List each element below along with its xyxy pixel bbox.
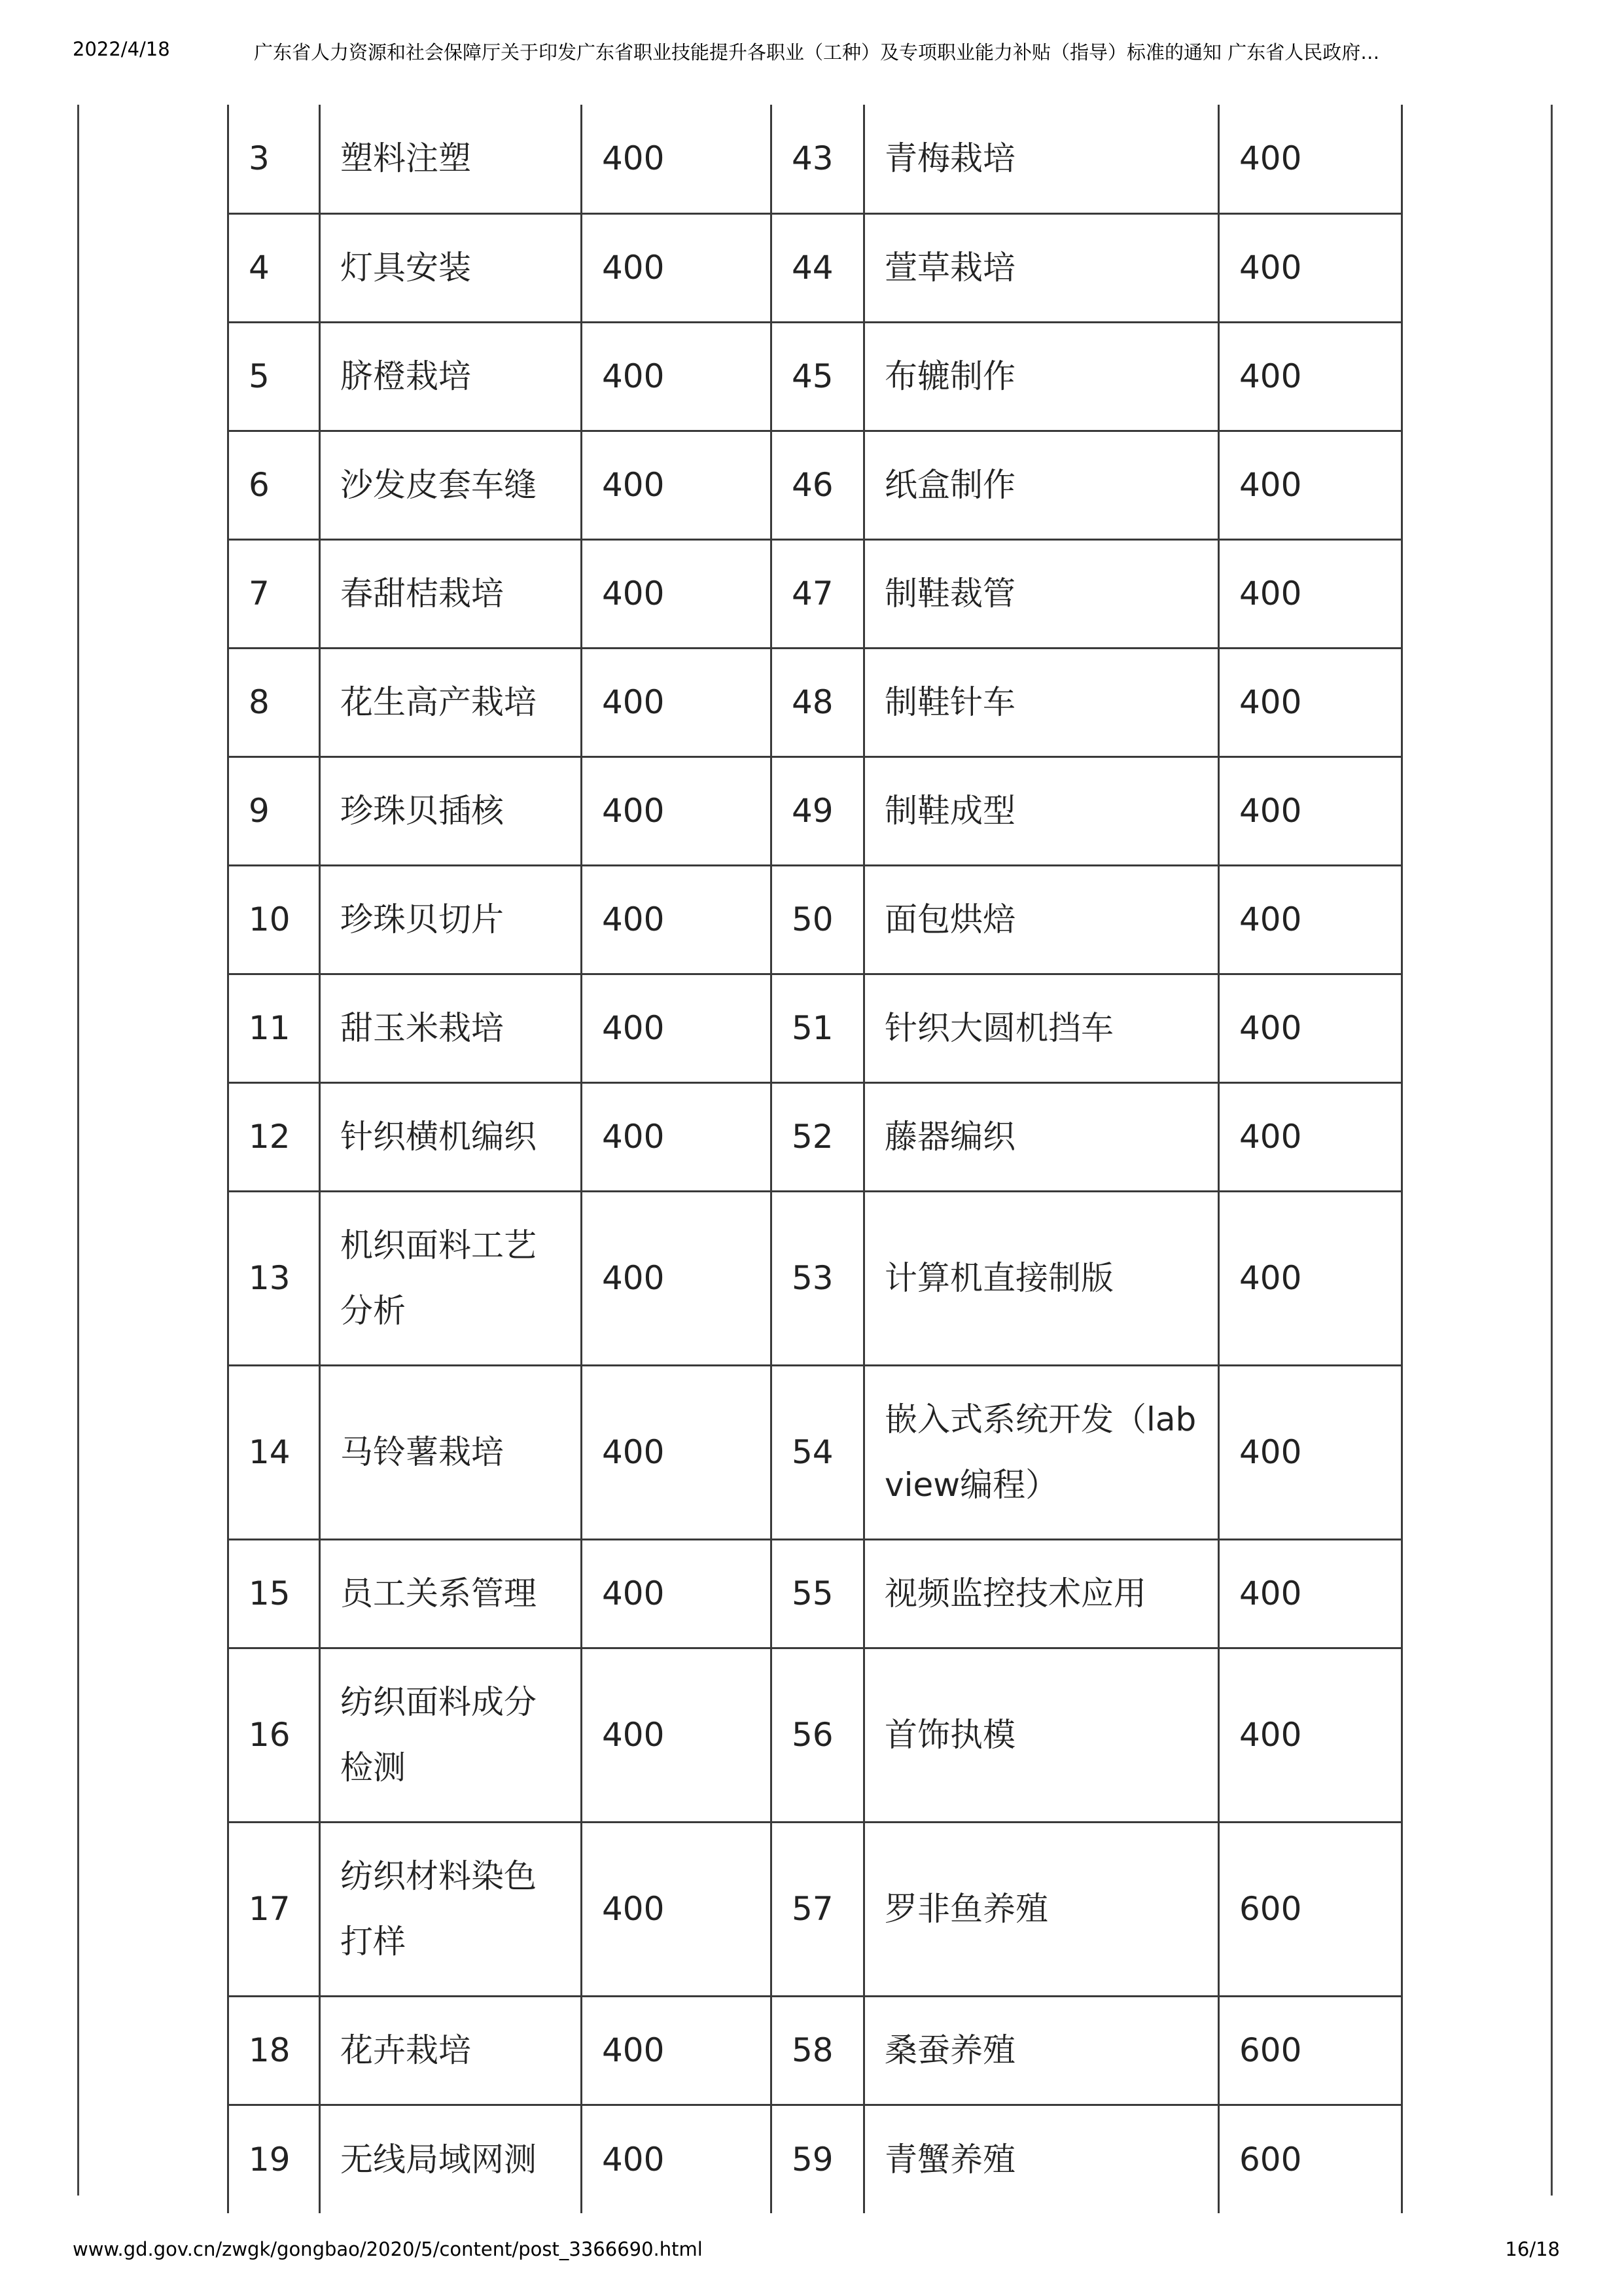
subsidy-table-body [228, 105, 1402, 2213]
right-index-cell: 44 [771, 213, 864, 322]
left-amount-cell: 400 [582, 1539, 771, 1648]
left-index-cell: 12 [228, 1082, 320, 1191]
right-name-cell-line: 计算机直接制版 [885, 1259, 1114, 1297]
left-amount-cell: 400 [582, 1191, 771, 1365]
left-amount-cell: 400 [582, 1822, 771, 1996]
left-index-cell: 16 [228, 1648, 320, 1822]
right-index-cell: 50 [771, 865, 864, 974]
left-name-cell [320, 974, 582, 1082]
right-index-cell: 45 [771, 322, 864, 431]
left-name-cell [320, 105, 582, 213]
left-index-cell: 5 [228, 322, 320, 431]
left-name-cell-line: 分析 [340, 1292, 406, 1330]
right-name-cell [864, 974, 1219, 1082]
left-index-cell: 15 [228, 1539, 320, 1648]
right-name-cell-line: 青梅栽培 [885, 139, 1015, 178]
right-name-cell-line: 视频监控技术应用 [885, 1574, 1146, 1612]
right-amount-cell: 400 [1219, 539, 1402, 648]
left-index-cell: 6 [228, 431, 320, 539]
table-row [228, 1648, 1402, 1822]
right-name-cell-line: 首饰执模 [885, 1716, 1015, 1754]
left-name-cell [320, 2105, 582, 2213]
right-name-cell-line: 桑蚕养殖 [885, 2031, 1015, 2069]
table-row [228, 539, 1402, 648]
left-index-cell: 18 [228, 1996, 320, 2105]
left-name-cell [320, 1082, 582, 1191]
left-index-cell: 10 [228, 865, 320, 974]
left-name-cell [320, 1539, 582, 1648]
right-amount-cell: 600 [1219, 1996, 1402, 2105]
right-name-cell [864, 431, 1219, 539]
left-name-cell-line: 花生高产栽培 [340, 683, 537, 721]
left-name-cell-line: 无线局域网测 [340, 2140, 537, 2179]
right-amount-cell: 400 [1219, 105, 1402, 213]
right-name-cell [864, 539, 1219, 648]
left-index-cell: 13 [228, 1191, 320, 1365]
left-name-cell [320, 1996, 582, 2105]
right-amount-cell: 400 [1219, 1082, 1402, 1191]
table-row [228, 756, 1402, 865]
left-name-cell-line: 马铃薯栽培 [340, 1433, 504, 1471]
left-name-cell-line: 灯具安装 [340, 249, 471, 287]
right-name-cell [864, 1996, 1219, 2105]
right-name-cell-line: 制鞋成型 [885, 792, 1015, 830]
right-index-cell: 43 [771, 105, 864, 213]
left-amount-cell: 400 [582, 865, 771, 974]
right-name-cell [864, 1365, 1219, 1539]
right-name-cell-line: 萱草栽培 [885, 249, 1015, 287]
left-name-cell [320, 322, 582, 431]
right-name-cell [864, 105, 1219, 213]
right-name-cell-line: 布辘制作 [885, 357, 1015, 395]
left-name-cell [320, 1822, 582, 1996]
left-amount-cell: 400 [582, 105, 771, 213]
table-row [228, 974, 1402, 1082]
right-name-cell-line: 嵌入式系统开发（lab [885, 1400, 1197, 1438]
right-amount-cell: 400 [1219, 213, 1402, 322]
left-amount-cell: 400 [582, 213, 771, 322]
table-row [228, 431, 1402, 539]
right-name-cell [864, 1191, 1219, 1365]
left-name-cell [320, 756, 582, 865]
table-row [228, 2105, 1402, 2213]
source-url: www.gd.gov.cn/zwgk/gongbao/2020/5/content/post_3366690.html [73, 2238, 703, 2260]
right-index-cell: 57 [771, 1822, 864, 1996]
right-index-cell: 55 [771, 1539, 864, 1648]
right-amount-cell: 400 [1219, 431, 1402, 539]
left-name-cell-line: 春甜桔栽培 [340, 575, 504, 613]
table-row [228, 1822, 1402, 1996]
left-amount-cell: 400 [582, 974, 771, 1082]
right-name-cell [864, 865, 1219, 974]
right-index-cell: 54 [771, 1365, 864, 1539]
table-row [228, 1082, 1402, 1191]
left-name-cell [320, 1648, 582, 1822]
table-row [228, 213, 1402, 322]
left-amount-cell: 400 [582, 1648, 771, 1822]
left-name-cell-line: 纺织面料成分 [340, 1683, 537, 1721]
left-name-cell [320, 1191, 582, 1365]
table-row [228, 1365, 1402, 1539]
left-amount-cell: 400 [582, 431, 771, 539]
right-index-cell: 49 [771, 756, 864, 865]
left-amount-cell: 400 [582, 1082, 771, 1191]
left-name-cell-line: 针织横机编织 [340, 1118, 537, 1156]
left-name-cell-line: 珍珠贝切片 [340, 900, 504, 938]
left-name-cell-line: 沙发皮套车缝 [340, 466, 537, 504]
right-index-cell: 52 [771, 1082, 864, 1191]
left-index-cell: 8 [228, 648, 320, 756]
left-index-cell: 19 [228, 2105, 320, 2213]
right-name-cell [864, 1539, 1219, 1648]
left-name-cell-line: 机织面料工艺 [340, 1226, 537, 1264]
right-index-cell: 51 [771, 974, 864, 1082]
table-row [228, 648, 1402, 756]
table-row [228, 865, 1402, 974]
right-name-cell-line: 面包烘焙 [885, 900, 1015, 938]
right-amount-cell: 400 [1219, 1648, 1402, 1822]
left-index-cell: 14 [228, 1365, 320, 1539]
left-name-cell-line: 脐橙栽培 [340, 357, 471, 395]
left-name-cell-line: 检测 [340, 1749, 406, 1787]
right-name-cell-line: 罗非鱼养殖 [885, 1890, 1048, 1928]
left-amount-cell: 400 [582, 322, 771, 431]
right-amount-cell: 400 [1219, 1365, 1402, 1539]
right-name-cell-line: view编程） [885, 1466, 1059, 1504]
left-index-cell: 7 [228, 539, 320, 648]
left-name-cell [320, 648, 582, 756]
right-name-cell-line: 纸盒制作 [885, 466, 1015, 504]
right-name-cell-line: 制鞋裁管 [885, 575, 1015, 613]
right-index-cell: 53 [771, 1191, 864, 1365]
left-name-cell-line: 打样 [340, 1923, 406, 1961]
right-amount-cell: 400 [1219, 1539, 1402, 1648]
left-index-cell: 11 [228, 974, 320, 1082]
right-index-cell: 47 [771, 539, 864, 648]
right-amount-cell: 400 [1219, 648, 1402, 756]
left-name-cell-line: 塑料注塑 [340, 139, 471, 178]
right-amount-cell: 600 [1219, 1822, 1402, 1996]
left-name-cell [320, 539, 582, 648]
right-amount-cell: 400 [1219, 974, 1402, 1082]
right-name-cell-line: 青蟹养殖 [885, 2140, 1015, 2179]
table-row [228, 1539, 1402, 1648]
left-name-cell-line: 纺织材料染色 [340, 1857, 537, 1895]
left-name-cell [320, 213, 582, 322]
right-index-cell: 56 [771, 1648, 864, 1822]
right-name-cell [864, 756, 1219, 865]
left-amount-cell: 400 [582, 1365, 771, 1539]
table-row [228, 1191, 1402, 1365]
right-amount-cell: 400 [1219, 322, 1402, 431]
print-date: 2022/4/18 [73, 38, 170, 60]
right-name-cell [864, 1648, 1219, 1822]
left-name-cell-line: 甜玉米栽培 [340, 1009, 504, 1047]
left-index-cell: 17 [228, 1822, 320, 1996]
right-name-cell-line: 制鞋针车 [885, 683, 1015, 721]
right-name-cell [864, 2105, 1219, 2213]
page-number: 16/18 [1505, 2238, 1560, 2260]
frame-right-border [1551, 105, 1553, 2196]
table-row [228, 105, 1402, 213]
frame-left-border [77, 105, 79, 2196]
right-index-cell: 48 [771, 648, 864, 756]
left-index-cell: 3 [228, 105, 320, 213]
left-amount-cell: 400 [582, 648, 771, 756]
right-amount-cell: 600 [1219, 2105, 1402, 2213]
left-index-cell: 4 [228, 213, 320, 322]
page-title: 广东省人力资源和社会保障厅关于印发广东省职业技能提升各职业（工种）及专项职业能力补贴（指导）标准的通知 广东省人民政府… [254, 41, 1380, 63]
right-name-cell [864, 322, 1219, 431]
right-name-cell [864, 213, 1219, 322]
right-name-cell [864, 648, 1219, 756]
left-name-cell-line: 珍珠贝插核 [340, 792, 504, 830]
left-name-cell [320, 865, 582, 974]
right-name-cell-line: 藤器编织 [885, 1118, 1015, 1156]
left-name-cell-line: 员工关系管理 [340, 1574, 537, 1612]
right-amount-cell: 400 [1219, 865, 1402, 974]
right-index-cell: 59 [771, 2105, 864, 2213]
left-amount-cell: 400 [582, 1996, 771, 2105]
right-name-cell [864, 1082, 1219, 1191]
table-row [228, 322, 1402, 431]
right-index-cell: 58 [771, 1996, 864, 2105]
right-name-cell [864, 1822, 1219, 1996]
left-index-cell: 9 [228, 756, 320, 865]
left-name-cell [320, 431, 582, 539]
left-amount-cell: 400 [582, 756, 771, 865]
right-index-cell: 46 [771, 431, 864, 539]
subsidy-table [227, 105, 1403, 2213]
left-name-cell-line: 花卉栽培 [340, 2031, 471, 2069]
right-name-cell-line: 针织大圆机挡车 [885, 1009, 1114, 1047]
left-amount-cell: 400 [582, 539, 771, 648]
left-amount-cell: 400 [582, 2105, 771, 2213]
right-amount-cell: 400 [1219, 756, 1402, 865]
table-row [228, 1996, 1402, 2105]
right-amount-cell: 400 [1219, 1191, 1402, 1365]
left-name-cell [320, 1365, 582, 1539]
